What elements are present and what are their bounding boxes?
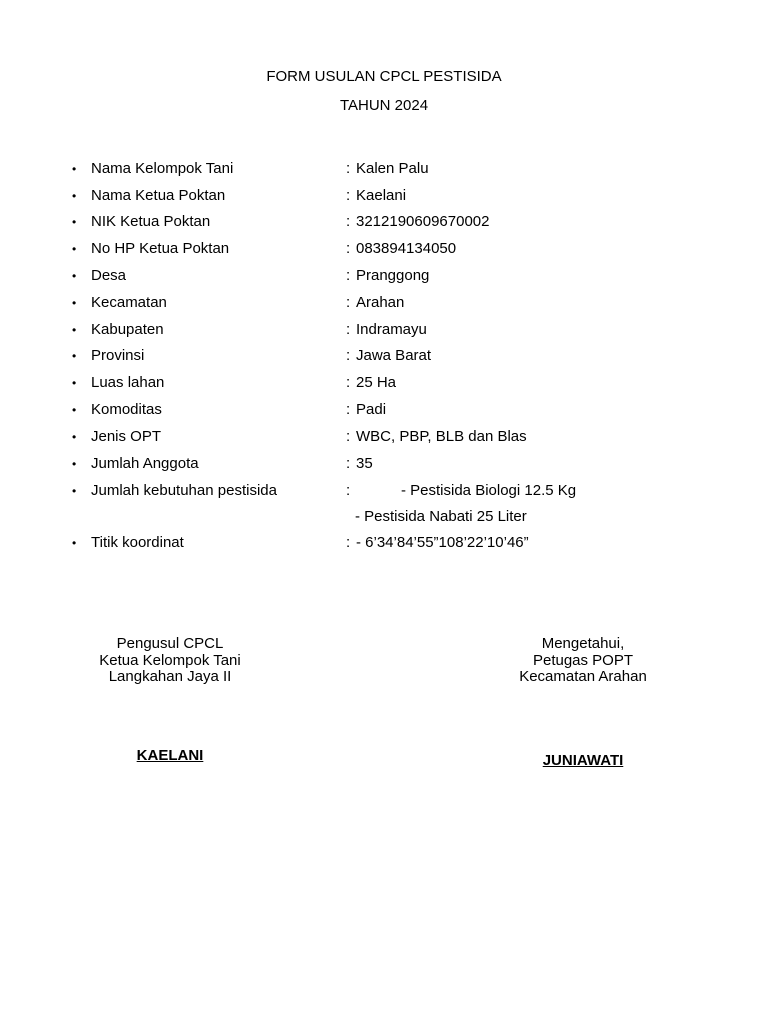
bullet-icon: • — [72, 457, 77, 471]
field-value: Jawa Barat — [356, 347, 432, 364]
field-label: Komoditas — [91, 401, 162, 418]
field-colon: : — [346, 213, 351, 230]
field-label: Jenis OPT — [91, 428, 162, 445]
field-label: Jumlah kebutuhan pestisida — [91, 482, 277, 499]
field-label: Kecamatan — [91, 294, 167, 311]
field-colon: : — [346, 240, 351, 257]
field-label: NIK Ketua Poktan — [91, 213, 211, 230]
signature-block-left — [70, 636, 270, 686]
field-colon: : — [346, 160, 351, 177]
field-label: Kabupaten — [91, 321, 164, 338]
field-luas-lahan — [0, 373, 768, 393]
field-kabupaten — [0, 320, 768, 340]
field-label: Desa — [91, 267, 127, 284]
signature-block-right — [483, 636, 683, 686]
bullet-icon: • — [72, 269, 77, 283]
signature-name-right: JUNIAWATI — [542, 752, 624, 769]
field-value: Kaelani — [356, 187, 407, 204]
bullet-icon: • — [72, 536, 77, 550]
field-label: Jumlah Anggota — [91, 455, 199, 472]
field-label: Nama Kelompok Tani — [91, 160, 234, 177]
bullet-icon: • — [72, 189, 77, 203]
field-label: Titik koordinat — [91, 534, 184, 551]
field-provinsi — [0, 346, 768, 366]
bullet-icon: • — [72, 296, 77, 310]
field-colon: : — [346, 321, 351, 338]
field-nama-kelompok-tani — [0, 159, 768, 179]
field-label: Provinsi — [91, 347, 145, 364]
field-colon: : — [346, 347, 351, 364]
field-colon: : — [346, 428, 351, 445]
field-value: Padi — [356, 401, 387, 418]
bullet-icon: • — [72, 484, 77, 498]
field-value: Indramayu — [356, 321, 427, 338]
field-colon: : — [346, 401, 351, 418]
field-value: WBC, PBP, BLB dan Blas — [356, 428, 527, 445]
signature-name-left: KAELANI — [136, 747, 204, 764]
field-value: 25 Ha — [356, 374, 397, 391]
field-colon: : — [346, 187, 351, 204]
field-value: Arahan — [356, 294, 405, 311]
form-year: TAHUN 2024 — [339, 97, 429, 114]
field-value: - Pestisida Biologi 12.5 Kg — [401, 482, 577, 499]
field-no-hp-ketua-poktan — [0, 239, 768, 259]
field-nik-ketua-poktan — [0, 212, 768, 232]
bullet-icon: • — [72, 323, 77, 337]
field-label: Luas lahan — [91, 374, 165, 391]
field-label: Nama Ketua Poktan — [91, 187, 226, 204]
bullet-icon: • — [72, 349, 77, 363]
field-kecamatan — [0, 293, 768, 313]
field-label: No HP Ketua Poktan — [91, 240, 230, 257]
field-colon: : — [346, 482, 351, 499]
field-colon: : — [346, 294, 351, 311]
field-value: 35 — [356, 455, 373, 472]
field-colon: : — [346, 267, 351, 284]
field-value: 3212190609670002 — [356, 213, 490, 230]
field-jumlah-anggota — [0, 454, 768, 474]
field-jenis-opt — [0, 427, 768, 447]
field-colon: : — [346, 455, 351, 472]
bullet-icon: • — [72, 215, 77, 229]
signature-role-line: Petugas POPT — [532, 651, 634, 669]
field-value-continued: - Pestisida Nabati 25 Liter — [355, 508, 527, 525]
form-title: FORM USULAN CPCL PESTISIDA — [266, 68, 502, 85]
signature-role-line: Langkahan Jaya II — [108, 668, 232, 685]
field-nama-ketua-poktan — [0, 186, 768, 206]
bullet-icon: • — [72, 430, 77, 444]
field-colon: : — [346, 374, 351, 391]
bullet-icon: • — [72, 403, 77, 417]
bullet-icon: • — [72, 162, 77, 176]
field-jumlah-kebutuhan-pestisida — [0, 481, 768, 501]
signature-role-line: Mengetahui, — [541, 635, 625, 652]
field-value: - 6’34’84’55”108’22’10’46” — [356, 534, 529, 551]
signature-role-line: Pengusul CPCL — [116, 635, 224, 652]
bullet-icon: • — [72, 242, 77, 256]
bullet-icon: • — [72, 376, 77, 390]
field-desa — [0, 266, 768, 286]
field-value: Kalen Palu — [356, 160, 429, 177]
signature-role-line: Kecamatan Arahan — [519, 668, 647, 685]
field-komoditas — [0, 400, 768, 420]
field-value: Pranggong — [356, 267, 430, 284]
field-colon: : — [346, 534, 351, 551]
signature-role-line: Ketua Kelompok Tani — [99, 651, 241, 669]
field-titik-koordinat — [0, 533, 768, 553]
field-value: 083894134050 — [356, 240, 457, 257]
